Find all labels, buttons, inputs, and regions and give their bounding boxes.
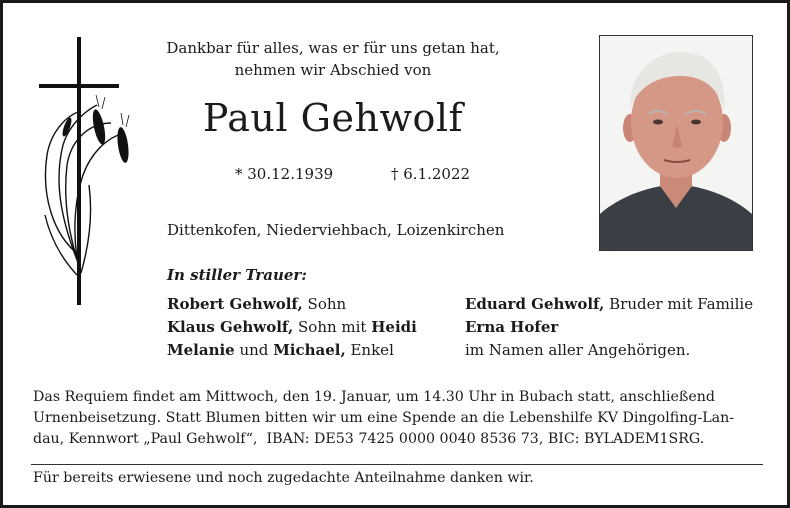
intro-text — [138, 37, 528, 81]
mourners-left — [167, 293, 417, 362]
death-date: † 6.1.2022 — [391, 165, 471, 183]
list-item: Melanie und Michael, Enkel — [167, 341, 394, 359]
list-item: Erna Hofer — [465, 318, 559, 336]
cross-with-wheat-icon — [33, 35, 143, 307]
mourners-right — [465, 293, 753, 362]
list-item: Eduard Gehwolf, Bruder mit Familie — [465, 295, 754, 313]
divider-line — [31, 464, 763, 465]
list-item: im Namen aller Angehörigen. — [465, 341, 691, 359]
birth-date: * 30.12.1939 — [235, 165, 334, 183]
deceased-name: Paul Gehwolf — [202, 96, 464, 140]
intro-line-2: nehmen wir Abschied von — [234, 61, 432, 79]
requiem-line-3: dau, Kennwort „Paul Gehwolf“, IBAN: DE53 7425 0000 0040 8536 73, BIC: BYLADEM1SRG. — [33, 431, 705, 447]
intro-line-1: Dankbar für alles, was er für uns getan hat, — [166, 39, 500, 57]
portrait-photo — [599, 35, 753, 251]
requiem-line-1: Das Requiem findet am Mittwoch, den 19. Januar, um 14.30 Uhr in Bubach statt, anschließend — [33, 389, 715, 405]
portrait-icon — [600, 36, 752, 250]
thanks-text: Für bereits erwiesene und noch zugedachte Anteilnahme danken wir. — [33, 470, 534, 486]
requiem-text — [33, 387, 763, 450]
mourners-heading: In stiller Trauer: — [167, 266, 307, 284]
list-item: Robert Gehwolf, Sohn — [167, 295, 347, 313]
places: Dittenkofen, Niederviehbach, Loizenkirchen — [167, 221, 505, 239]
requiem-line-2: Urnenbeisetzung. Statt Blumen bitten wir um eine Spende an die Lebenshilfe KV Dingolfing-Lan- — [33, 410, 735, 426]
list-item: Klaus Gehwolf, Sohn mit Heidi — [167, 318, 417, 336]
